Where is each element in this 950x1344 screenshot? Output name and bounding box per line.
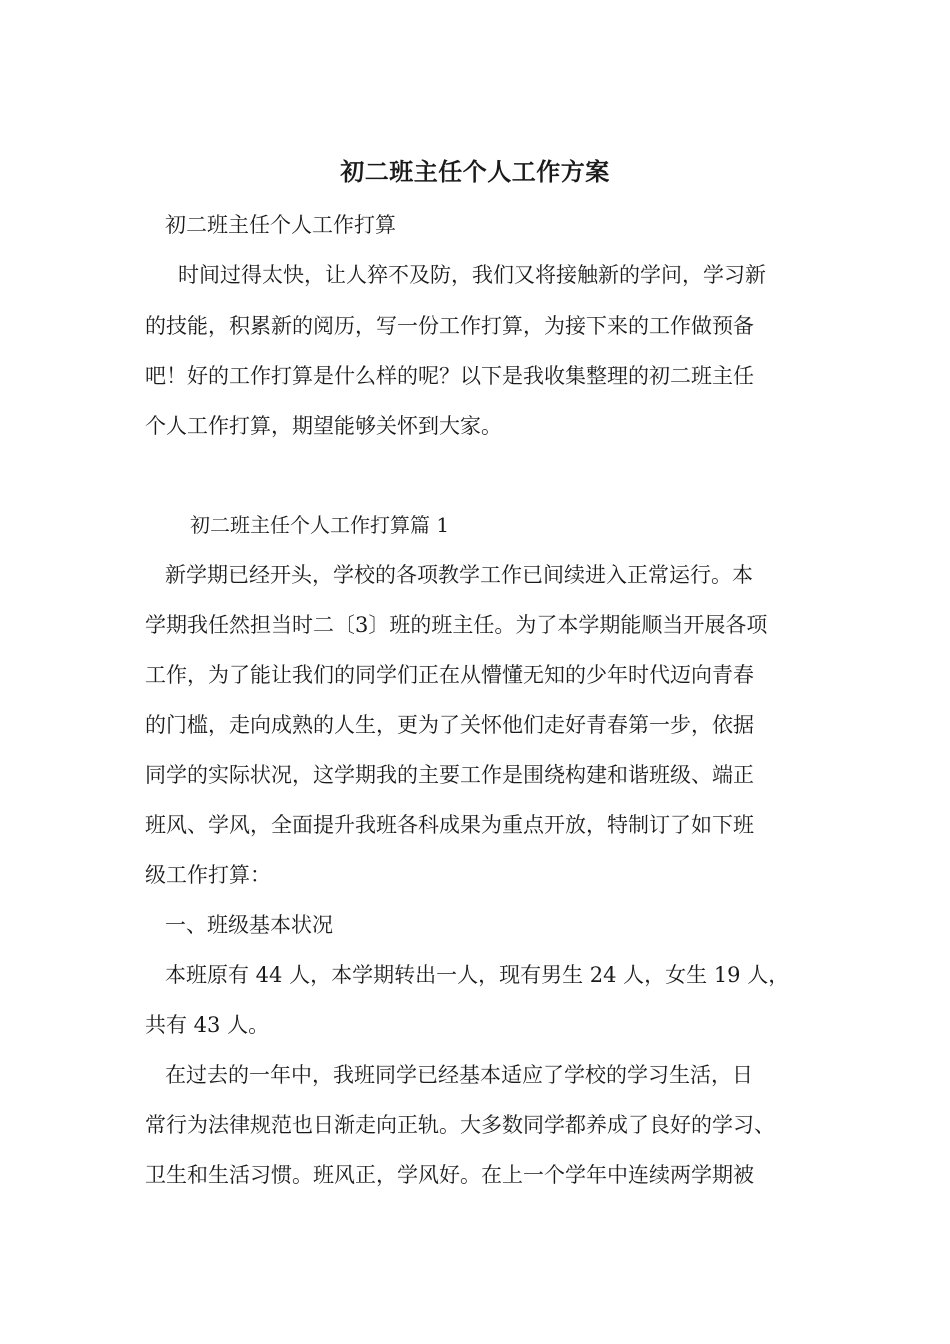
paragraph-line: 卫生和生活习惯。班风正，学风好。在上一个学年中连续两学期被 bbox=[145, 1163, 754, 1187]
document-title: 初二班主任个人工作方案 bbox=[340, 157, 610, 186]
paragraph-line: 吧！好的工作打算是什么样的呢？以下是我收集整理的初二班主任 bbox=[145, 364, 754, 388]
paragraph-line: 在过去的一年中，我班同学已经基本适应了学校的学习生活，日 bbox=[165, 1063, 753, 1087]
section-heading: 初二班主任个人工作打算篇 1 bbox=[190, 513, 450, 537]
paragraph-line: 个人工作打算，期望能够关怀到大家。 bbox=[145, 414, 502, 438]
paragraph-line: 的技能，积累新的阅历，写一份工作打算，为接下来的工作做预备 bbox=[145, 314, 754, 338]
paragraph-line: 新学期已经开头，学校的各项教学工作已间续进入正常运行。本 bbox=[165, 563, 753, 587]
paragraph-line: 常行为法律规范也日渐走向正轨。大多数同学都养成了良好的学习、 bbox=[145, 1113, 775, 1137]
paragraph-line: 共有 43 人。 bbox=[145, 1013, 270, 1037]
paragraph-line: 的门槛，走向成熟的人生，更为了关怀他们走好青春第一步，依据 bbox=[145, 713, 754, 737]
section-heading: 一、班级基本状况 bbox=[165, 913, 333, 937]
paragraph-line: 学期我任然担当时二〔3〕班的班主任。为了本学期能顺当开展各项 bbox=[145, 613, 768, 637]
paragraph-line: 级工作打算： bbox=[145, 863, 271, 887]
paragraph-line: 工作，为了能让我们的同学们正在从懵懂无知的少年时代迈向青春 bbox=[145, 663, 754, 687]
paragraph-line: 班风、学风，全面提升我班各科成果为重点开放，特制订了如下班 bbox=[145, 813, 754, 837]
paragraph-line: 本班原有 44 人，本学期转出一人，现有男生 24 人，女生 19 人， bbox=[165, 963, 790, 987]
paragraph-line: 同学的实际状况，这学期我的主要工作是围绕构建和谐班级、端正 bbox=[145, 763, 754, 787]
paragraph-line: 时间过得太快，让人猝不及防，我们又将接触新的学问，学习新 bbox=[178, 263, 766, 287]
subtitle-line: 初二班主任个人工作打算 bbox=[165, 213, 396, 237]
